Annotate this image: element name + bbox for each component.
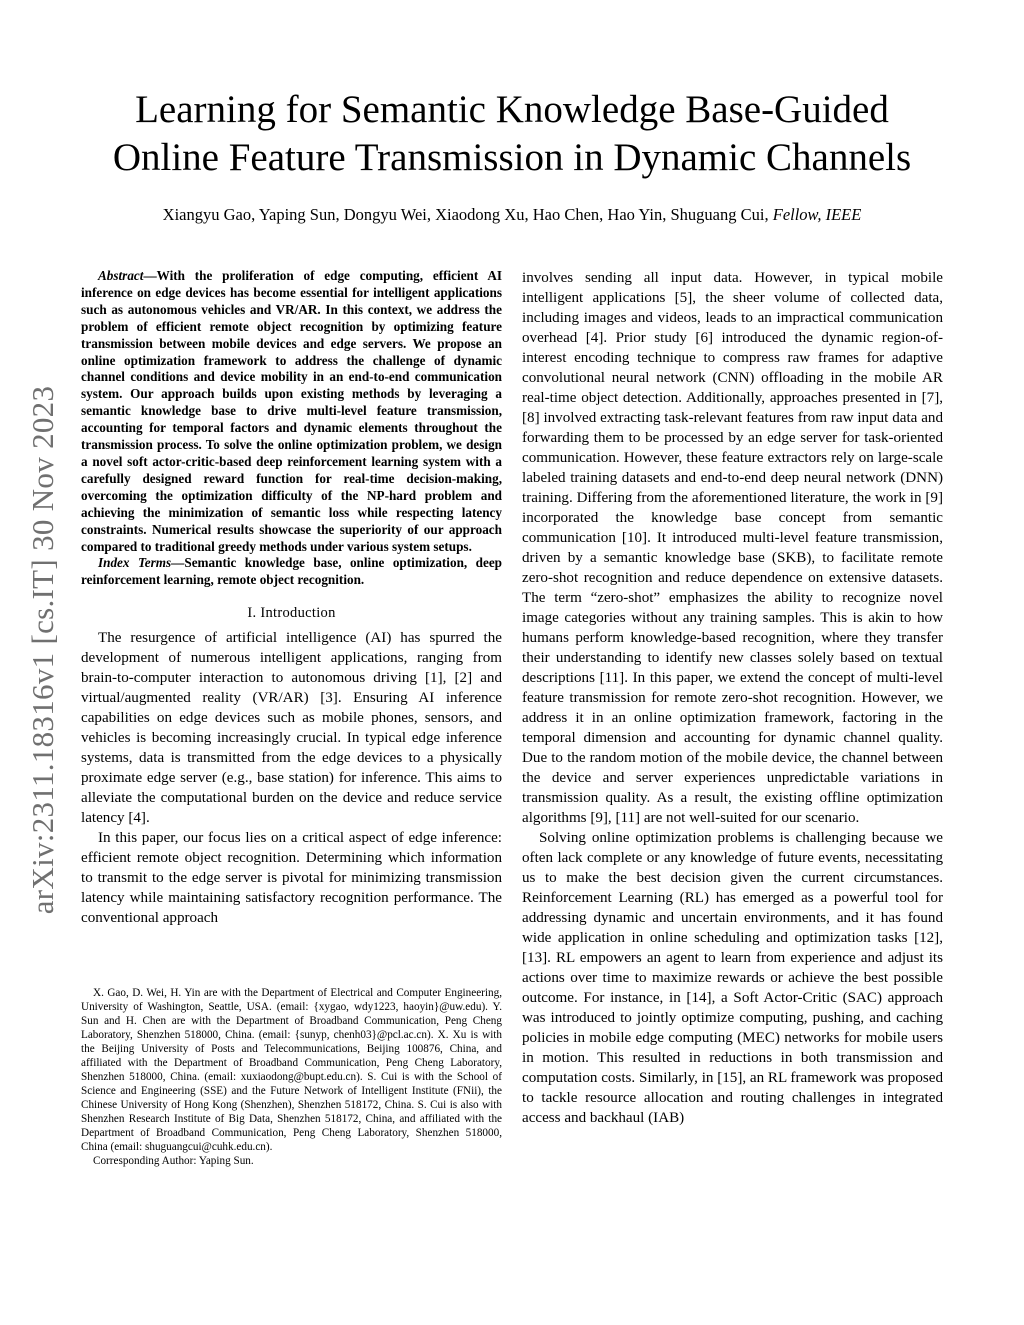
corresponding-author-footnote: Corresponding Author: Yaping Sun. xyxy=(93,1155,254,1167)
left-column xyxy=(81,268,502,928)
author-footnotes xyxy=(81,986,502,1168)
author-names: Xiangyu Gao, Yaping Sun, Dongyu Wei, Xiaodong Xu, Hao Chen, Hao Yin, Shuguang Cui, xyxy=(162,205,773,224)
author-list xyxy=(70,205,954,225)
section-heading-introduction: I. Introduction xyxy=(247,605,336,622)
abstract xyxy=(81,268,502,555)
intro-paragraph-1: The resurgence of artificial intelligence (AI) has spurred the development of numerous intelligent applications, ranging from brain-to-computer interaction to autonomous driving [1], [2] and virtual/augmented reality (VR/AR) [3]. Ensuring AI inference capabilities on edge devices such as mobile phones, sensors, and vehicles is becoming increasingly crucial. In typical edge inference systems, data is transmitted from the edge devices to a physically proximate edge server (e.g., base station) for inference. This aims to alleviate the computational burden on the device and reduce service latency [4]. xyxy=(81,630,502,827)
title-line-2: Online Feature Transmission in Dynamic Channels xyxy=(112,136,912,179)
right-column xyxy=(522,268,943,1128)
title-line-1: Learning for Semantic Knowledge Base-Guided xyxy=(135,88,889,131)
abstract-label: Abstract xyxy=(98,268,144,283)
index-terms-label: Index Terms xyxy=(98,555,172,571)
arxiv-identifier: arXiv:2311.18316v1 [cs.IT] 30 Nov 2023 xyxy=(25,385,60,915)
arxiv-sidebar-stamp xyxy=(20,360,66,940)
abstract-text: —With the proliferation of edge computing, efficient AI inference on edge devices has become essential for intelligent applications such as autonomous vehicles and VR/AR. In this context, we address the problem of efficient remote object recognition by optimizing feature transmission between mobile devices and edge servers. We propose an online optimization framework to address the challenge of dynamic channel conditions and device mobility in an end-to-end communication system. Our approach builds upon existing methods by leveraging a semantic knowledge base to drive multi-level feature transmission, accounting for temporal factors and dynamic elements throughout the transmission process. To solve the online optimization problem, we design a novel soft actor-critic-based deep reinforcement learning system with a carefully designed reward function for real-time decision-making, overcoming the optimization difficulty of the NP-hard problem and achieving the minimization of semantic loss while respecting latency constraints. Numerical results showcase the superiority of our approach compared to traditional greedy methods under various system setups. xyxy=(81,268,502,554)
intro-paragraph-3: Solving online optimization problems is challenging because we often lack complete or any knowledge of future events, necessitating us to make the best decision given the current circumstances. Reinforcement Learning (RL) has emerged as a powerful tool for addressing dynamic and uncertain environments, and it has found wide application in online scheduling and optimization tasks [12], [13]. RL empowers an agent to learn from experience and adjust its actions over time to maximize rewards or achieve the best possible outcome. For instance, in [14], a Soft Actor-Critic (SAC) approach was introduced to jointly optimize computing, pushing, and caching policies in mobile edge computing (MEC) networks for mobile users in motion. This resulted in reductions in both transmission and computation costs. Similarly, in [15], an RL framework was proposed to tackle resource allocation and routing challenges in integrated access and backhaul (IAB) xyxy=(522,830,944,1126)
paper-title xyxy=(70,86,954,182)
author-fellow-title: Fellow, IEEE xyxy=(772,205,862,224)
intro-paragraph-2: In this paper, our focus lies on a critical aspect of edge inference: efficient remote object recognition. Determining which information to transmit to the edge server is pivotal for minimizing transmission latency while maintaining satisfactory recognition performance. The conventional approach xyxy=(81,830,502,927)
index-terms-text: —Semantic knowledge base, online optimization, deep reinforcement learning, remote object recognition. xyxy=(81,555,503,588)
index-terms xyxy=(81,555,502,589)
affiliation-footnote: X. Gao, D. Wei, H. Yin are with the Department of Electrical and Computer Engineering, University of Washington, Seattle, USA. (email: {xygao, wdy1223, haoyin}@uw.edu). Y. Sun and H. Chen are with the Department of Broadband Communication, Peng Cheng Laboratory, Shenzhen 518000, China. (email: {sunyp, chenh03}@pcl.ac.cn). X. Xu is with the Beijing University of Posts and Telecommunications, Beijing 100876, China, and affiliated with the Department of Broadband Communication, Peng Cheng Laboratory, Shenzhen 518000, China. (email: xuxiaodong@bupt.edu.cn). S. Cui is with the School of Science and Engineering (SSE) and the Future Network of Intelligent Institute (FNii), the Chinese University of Hong Kong (Shenzhen), Shenzhen 518172, China. S. Cui is also with Shenzhen Research Institute of Big Data, Shenzhen 518172, China, and affiliated with the Department of Broadband Communication, Peng Cheng Laboratory, Shenzhen 518000, China (email: shuguangcui@cuhk.edu.cn). xyxy=(81,987,502,1153)
intro-paragraph-continued: involves sending all input data. However, in typical mobile intelligent applications [5], the sheer volume of collected data, including images and videos, leads to an impractical communication overhead [4]. Prior study [6] introduced the dynamic region-of-interest encoding technique to compress raw frames for adaptive convolutional neural network (CNN) offloading in the mobile AR real-time object detection. Additionally, approaches presented in [7], [8] involved extracting task-relevant features from raw input data and forwarding them to be processed by an edge server for task-oriented communication. However, these feature extractors rely on large-scale labeled training datasets and end-to-end deep neural network (DNN) training. Differing from the aforementioned literature, the work in [9] incorporated the knowledge base concept from semantic communication [10]. It introduced multi-level feature transmission, driven by a semantic knowledge base (SKB), to facilitate remote zero-shot recognition and reduce dependence on extensive datasets. The term “zero-shot” emphasizes the ability to recognize novel image categories without any training samples. This is akin to how humans perform knowledge-based recognition, where they transfer their understanding to identify new classes solely based on textual descriptions [11]. In this paper, we extend the concept of multi-level feature transmission for remote zero-shot recognition. However, we address it in an online optimization framework, factoring in the temporal dimension and accounting for dynamic channel quality. Due to the random motion of the mobile device, the channel between the device and server experiences unpredictable variations in transmission quality. As a result, the existing offline optimization algorithms [9], [11] are not well-suited for our scenario. xyxy=(522,270,943,826)
